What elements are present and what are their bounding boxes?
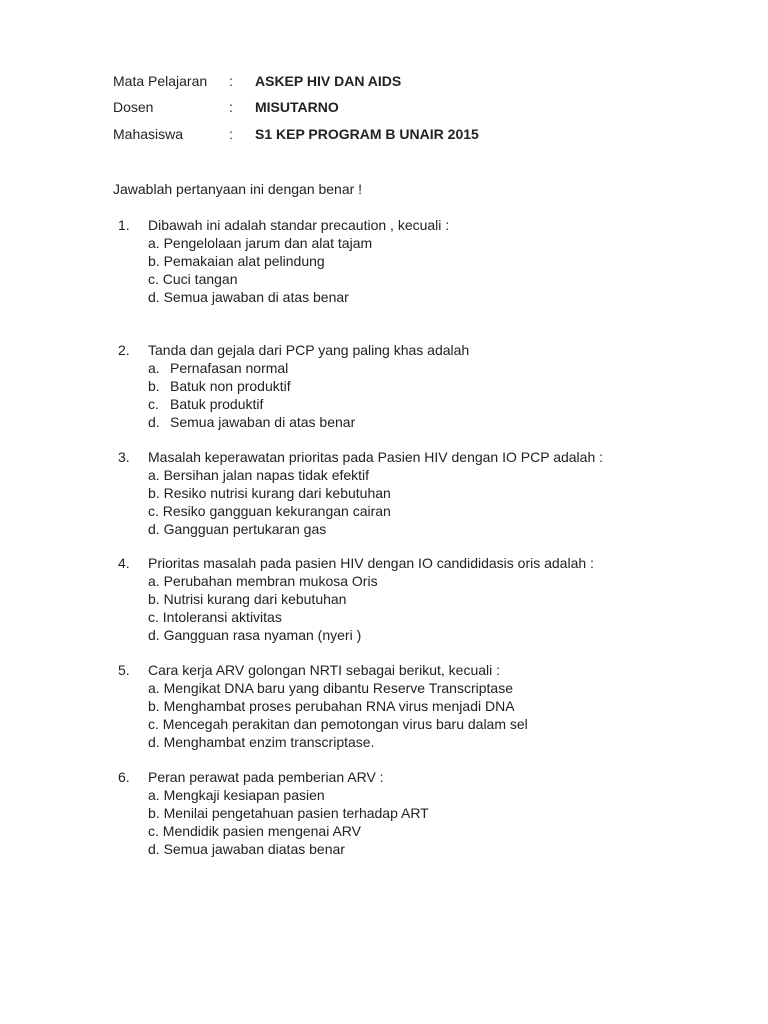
question-number: 3. xyxy=(118,449,130,465)
question-text: Prioritas masalah pada pasien HIV dengan IO candididasis oris adalah : xyxy=(148,555,594,571)
subject-value: ASKEP HIV DAN AIDS xyxy=(255,73,402,89)
subject-label: Mata Pelajaran xyxy=(113,73,208,89)
lecturer-label: Dosen xyxy=(113,99,154,115)
option-a: a. Mengkaji kesiapan pasien xyxy=(148,787,325,803)
option-b: b. Nutrisi kurang dari kebutuhan xyxy=(148,591,347,607)
question-6 xyxy=(118,768,718,858)
option-d: d. Gangguan rasa nyaman (nyeri ) xyxy=(148,627,362,643)
instruction-text: Jawablah pertanyaan ini dengan benar ! xyxy=(113,181,363,197)
option-d: d. Semua jawaban di atas benar xyxy=(148,289,349,305)
student-label: Mahasiswa xyxy=(113,126,184,142)
option-c: c. Intoleransi aktivitas xyxy=(148,609,282,625)
option-b: b. Menilai pengetahuan pasien terhadap ART xyxy=(148,805,429,821)
option-c: c. Mendidik pasien mengenai ARV xyxy=(148,823,361,839)
option-a: a. Perubahan membran mukosa Oris xyxy=(148,573,378,589)
option-b: b. Pemakaian alat pelindung xyxy=(148,253,325,269)
question-text: Masalah keperawatan prioritas pada Pasien HIV dengan IO PCP adalah : xyxy=(148,449,604,465)
question-5 xyxy=(118,661,718,751)
question-number: 1. xyxy=(118,217,130,233)
option-d: d. Semua jawaban diatas benar xyxy=(148,841,345,857)
question-number: 4. xyxy=(118,555,130,571)
question-number: 5. xyxy=(118,662,130,678)
option-d: d. Semua jawaban di atas benar xyxy=(148,414,356,430)
question-text: Cara kerja ARV golongan NRTI sebagai berikut, kecuali : xyxy=(148,662,501,678)
header-row-lecturer xyxy=(113,99,673,119)
header-row-student xyxy=(113,126,673,146)
option-a: a. Bersihan jalan napas tidak efektif xyxy=(148,467,370,483)
question-text: Tanda dan gejala dari PCP yang paling khas adalah xyxy=(148,342,470,358)
option-a: a. Mengikat DNA baru yang dibantu Reserve Transcriptase xyxy=(148,680,513,696)
option-d: d. Menghambat enzim transcriptase. xyxy=(148,734,375,750)
question-2 xyxy=(118,341,718,431)
option-b: b. Menghambat proses perubahan RNA virus menjadi DNA xyxy=(148,698,515,714)
option-d: d. Gangguan pertukaran gas xyxy=(148,521,327,537)
question-4 xyxy=(118,554,718,644)
option-c: c. Mencegah perakitan dan pemotongan virus baru dalam sel xyxy=(148,716,528,732)
option-b: b. Resiko nutrisi kurang dari kebutuhan xyxy=(148,485,391,501)
question-3 xyxy=(118,448,718,538)
question-1 xyxy=(118,216,718,306)
option-c: c. Batuk produktif xyxy=(148,396,264,412)
option-c: c. Cuci tangan xyxy=(148,271,238,287)
question-text: Peran perawat pada pemberian ARV : xyxy=(148,769,384,785)
student-colon: : xyxy=(229,126,233,142)
header-row-subject xyxy=(113,73,673,93)
option-a: a. Pengelolaan jarum dan alat tajam xyxy=(148,235,373,251)
question-number: 6. xyxy=(118,769,130,785)
lecturer-value: MISUTARNO xyxy=(255,99,339,115)
subject-colon: : xyxy=(229,73,233,89)
option-c: c. Resiko gangguan kekurangan cairan xyxy=(148,503,391,519)
question-text: Dibawah ini adalah standar precaution , kecuali : xyxy=(148,217,450,233)
option-a: a. Pernafasan normal xyxy=(148,360,289,376)
question-number: 2. xyxy=(118,342,130,358)
option-b: b. Batuk non produktif xyxy=(148,378,291,394)
lecturer-colon: : xyxy=(229,99,233,115)
student-value: S1 KEP PROGRAM B UNAIR 2015 xyxy=(255,126,479,142)
